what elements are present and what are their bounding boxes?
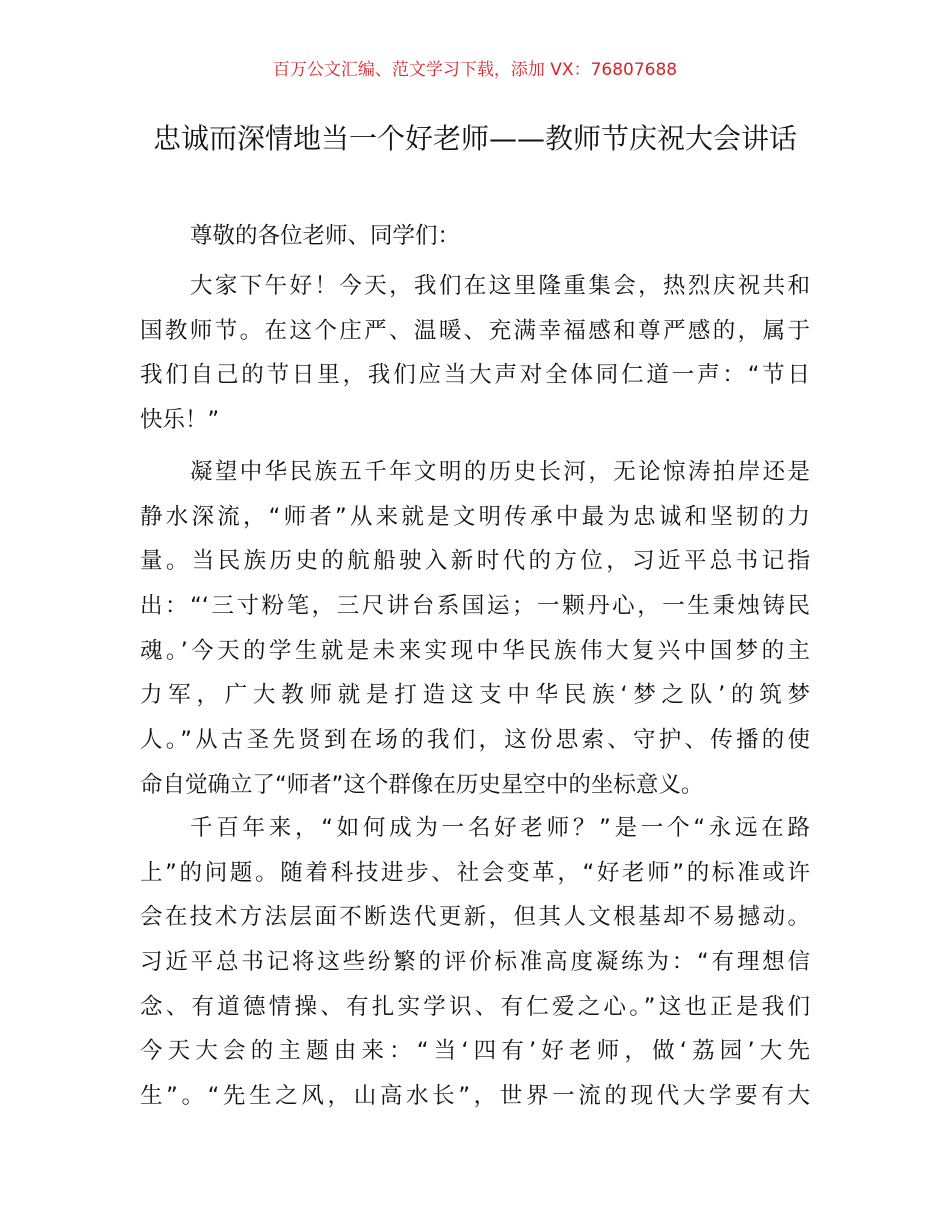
paragraph-line: 人。”从古圣先贤到在场的我们，这份思索、守护、传播的使 <box>140 727 810 754</box>
paragraph-line: 力军，广大教师就是打造这支中华民族‘梦之队’的筑梦 <box>140 682 810 709</box>
paragraph-line: 我们自己的节日里，我们应当大声对全体同仁道一声：“节日 <box>140 362 810 389</box>
paragraph-3 <box>140 806 810 1119</box>
paragraph-line: 习近平总书记将这些纷繁的评价标准高度凝练为：“有理想信 <box>140 949 810 976</box>
paragraph-line: 会在技术方法层面不断迭代更新，但其人文根基却不易撼动。 <box>140 904 810 931</box>
paragraph-line: 凝望中华民族五千年文明的历史长河，无论惊涛拍岸还是 <box>190 459 810 485</box>
paragraph-1 <box>140 264 810 443</box>
paragraph-line: 今天大会的主题由来：“当‘四有’好老师，做‘荔园’大先 <box>140 1038 810 1065</box>
paragraph-2 <box>140 450 810 808</box>
paragraph-line: 快乐！” <box>140 407 220 434</box>
paragraph-line: 上”的问题。随着科技进步、社会变革，“好老师”的标准或许 <box>140 859 810 886</box>
paragraph-line: 静水深流，“师者”从来就是文明传承中最为忠诚和坚韧的力 <box>140 503 810 530</box>
paragraph-line: 出：“‘三寸粉笔，三尺讲台系国运；一颗丹心，一生秉烛铸民 <box>140 593 810 620</box>
salutation: 尊敬的各位老师、同学们： <box>190 223 461 249</box>
paragraph-line: 量。当民族历史的航船驶入新时代的方位，习近平总书记指 <box>140 548 810 575</box>
paragraph-line: 念、有道德情操、有扎实学识、有仁爱之心。”这也正是我们 <box>140 993 810 1020</box>
paragraph-line: 国教师节。在这个庄严、温暖、充满幸福感和尊严感的，属于 <box>140 317 810 344</box>
paragraph-line: 千百年来，“如何成为一名好老师？”是一个“永远在路 <box>190 815 810 841</box>
document-title: 忠诚而深情地当一个好老师——教师节庆祝大会讲话 <box>152 122 797 155</box>
header-watermark-note: 百万公文汇编、范文学习下载，添加 VX：76807688 <box>272 60 678 80</box>
paragraph-line: 生”。“先生之风，山高水长”，世界一流的现代大学要有大 <box>140 1083 810 1110</box>
paragraph-line: 大家下午好！今天，我们在这里隆重集会，热烈庆祝共和 <box>190 273 810 299</box>
paragraph-line: 命自觉确立了“师者”这个群像在历史星空中的坐标意义。 <box>140 771 704 798</box>
paragraph-line: 魂。’今天的学生就是未来实现中华民族伟大复兴中国梦的主 <box>140 637 810 664</box>
